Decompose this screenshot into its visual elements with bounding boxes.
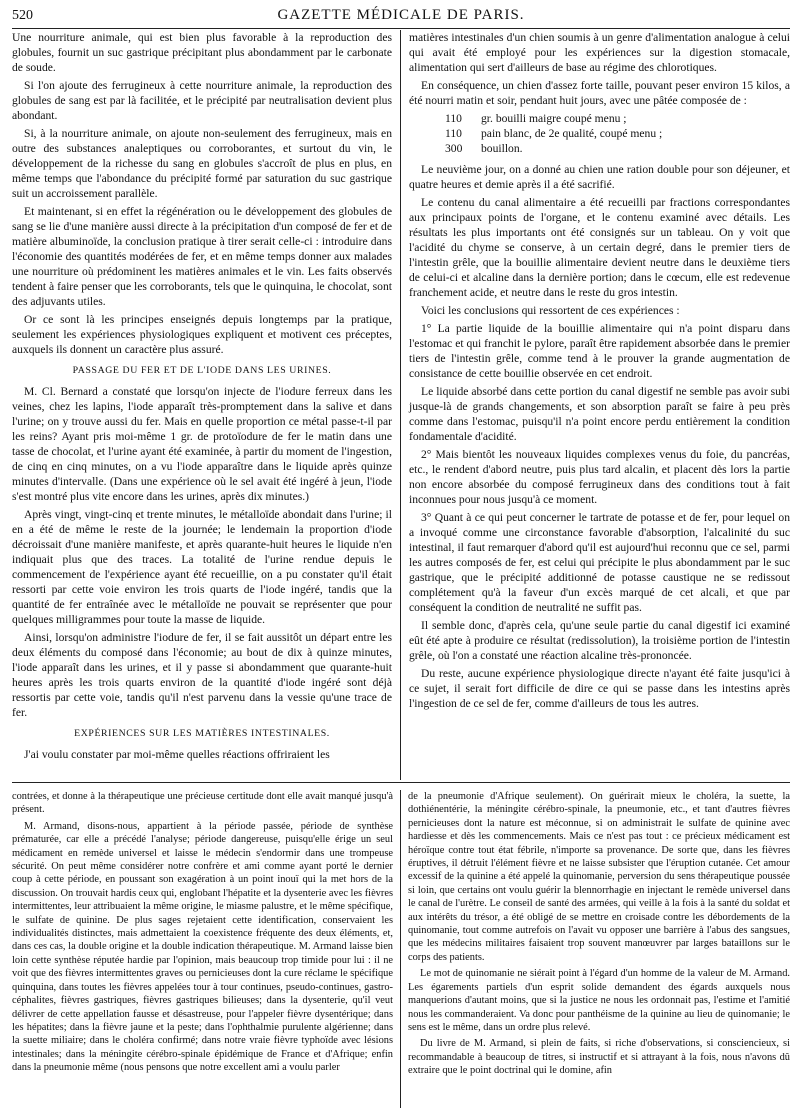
recipe-quantity: 110 [445, 112, 462, 125]
paragraph: Une nourriture animale, qui est bien plus favorable à la reproduction des globules, fournit un suc gastrique précipitant plus abondamment par le carbonate de soude. [12, 31, 392, 74]
paragraph: contrées, et donne à la thérapeutique une précieuse certitude dont elle avait manqué jusqu'à présent. [12, 791, 393, 816]
paragraph: matières intestinales d'un chien soumis à un genre d'alimentation analogue à celui qui avait été employé pour les expériences sur la digestion stomacale, alimentation qui sert d'ailleurs de base au régime des chlorotiques. [409, 31, 790, 74]
paragraph: Du livre de M. Armand, si plein de faits, si riche d'observations, si consciencieux, si recommandable à beaucoup de titres, si instructif et si attrayant à la fois, nous n'avons dû extraire que le point doctrinal qui le domine, afin [408, 1038, 790, 1077]
paragraph: Voici les conclusions qui ressortent de ces expériences : [421, 304, 680, 317]
paragraph: Le mot de quinomanie ne siérait point à l'égard d'un homme de la valeur de M. Armand. Les égarements partiels d'un esprit solide demandent des égards auxquels nous manquerions d'autant moins, que si la justice ne nous les ordonnait pas, l'estime et l'amitié nous les commanderaient. Va donc pour panthéisme de la quinine au lieu de quinomanie; le sens est le même, dans un ordre plus relevé. [408, 968, 790, 1033]
journal-title: GAZETTE MÉDICALE DE PARIS. [277, 7, 525, 23]
recipe-ingredient: bouillon. [481, 142, 523, 155]
paragraph: Il semble donc, d'après cela, qu'une seule partie du canal digestif ici examiné eût été apte à produire ce résultat (redissolution), la troisième portion de l'intestin grêle, où l'on a constaté une réaction alcaline très-prononcée. [409, 619, 790, 662]
paragraph: M. Cl. Bernard a constaté que lorsqu'on injecte de l'iodure ferreux dans les veines, chez les lapins, l'iode apparaît très-promptement dans la salive et dans l'urine; on y trouve aussi du fer. Mais en quelle proportion ce métal passe-t-il par les reins? Ayant pris moi-même 1 gr. de protoïodure de fer le matin dans une tasse de chocolat, et l'urine ayant été examinée, à partir du moment de l'ingestion, de cinq en cinq minutes, on a vu l'iode apparaître dans le liquide après quinze minutes d'intervalle. (Dans une expérience où le sel avait été ingéré à jeun, l'iode s'est montré plus vite encore dans les urines, après dix minutes.) [12, 385, 392, 503]
section-heading: EXPÉRIENCES SUR LES MATIÈRES INTESTINALES. [74, 728, 330, 739]
recipe-quantity: 300 [445, 142, 463, 155]
paragraph: Le liquide absorbé dans cette portion du canal digestif ne semble pas avoir subi jusque-là de grands changements, et son absorption paraît se faire à peu près comme dans l'estomac, puisqu'il n'a point encore perdu entièrement la condition fondamentale d'acidité. [409, 385, 790, 443]
paragraph: Ainsi, lorsqu'on administre l'iodure de fer, il se fait aussitôt un départ entre les deux éléments du composé dans l'économie; au bout de dix à quinze minutes, l'iode apparaît dans les urines, et il y passe si abondamment que quarante-huit heures après les trois quarts environ de la quantité d'iode ingéré sont déjà ressortis par cette voie, tandis qu'il n'est parvenu dans la vessie qu'une trace de fer. [12, 631, 392, 719]
paragraph: J'ai voulu constater par moi-même quelles réactions offriraient les [24, 748, 330, 761]
page-number: 520 [12, 8, 33, 23]
section-divider [12, 782, 790, 783]
paragraph: Et maintenant, si en effet la régénération ou le développement des globules de sang se lie d'une manière aussi directe à la précipitation d'un composé de fer et de matière albuminoïde, la conclusion pratique à tirer serait celle-ci : introduire dans l'économie des quantités modérées de fer, et en même temps donner aux malades une nourriture où prédominent les matières animales et le vin. Les faits observés tendent à faire penser que les corroborants, tels que le quinquina, le chocolat, sont des adjuvants utiles. [12, 205, 392, 308]
upper-article [12, 30, 790, 780]
recipe-item [445, 126, 790, 141]
lower-article [12, 790, 790, 1108]
paragraph: 2° Mais bientôt les nouveaux liquides complexes venus du foie, du pancréas, etc., le rendent d'abord neutre, puis plus tard alcalin, et placent dès lors la partie non encore absorbée du composé ferrugineux dans des conditions tout à fait inconnues pour nous jusqu'à ce moment. [409, 448, 790, 506]
paragraph: Si, à la nourriture animale, on ajoute non-seulement des ferrugineux, mais en outre des substances analeptiques ou corroborantes, et surtout du vin, le développement de la richesse du sang en globules s'accroît de plus en plus, en même temps que l'abondance du précipité formé par saturation du suc gastrique suit un accroissement parallèle. [12, 127, 392, 200]
paragraph: 3° Quant à ce qui peut concerner le tartrate de potasse et de fer, pour lequel on a invoqué comme une circonstance favorable d'absorption, l'alcalinité du suc intestinal, il faut remarquer d'abord qu'il est aujourd'hui reconnu que ce sel, parmi les autres composés de fer, est celui qui précipite le plus abondamment par le suc gastrique, que le précipité additionné de potasse caustique ne se redissout complétement qu'à la faveur d'un excès marqué de cet alcali, et que par conséquent la condition de neutralité ne suffit pas. [409, 511, 790, 614]
recipe-item [445, 111, 790, 126]
paragraph: Or ce sont là les principes enseignés depuis longtemps par la pratique, seulement les expériences physiologiques expliquent et motivent ces préceptes, auxquels ils donnent un caractère plus assuré. [12, 313, 392, 356]
paragraph: de la pneumonie d'Afrique seulement). On guérirait mieux le choléra, la suette, la dothiénentérie, la méningite cérébro-spinale, la pneumonie, etc., et tant d'autres fièvres pernicieuses dont la nature est méconnue, si on administrait le sulfate de quinine avec hardiesse et dès les commencements. Mais ce n'est pas tout : ce précieux médicament est héroïque contre tout état fébrile, n'importe sa provenance. De sorte que, dans les fièvres éruptives, il détruit l'élément fièvre et ne laisse subsister que l'éruption cutanée. Cet amour excessif de la quinine a été appelé la quinomanie, perversion du sens thérapeutique poussée si loin, que certains ont voulu guérir la blennorrhagie en injectant le remède universel dans le canal de l'urètre. Le conseil de santé des armées, qui veille à la fois à la santé du soldat et aux intérêts du trésor, a été obligé de se mettre en croisade contre les débordements de la quinomanie, tout comme autrefois on l'avait vu opposer une barrière à l'abus des sangsues, que les médecins militaires faisaient trop souvent manœuvrer par larges bataillons sur le corps des patients. [408, 791, 790, 963]
recipe-ingredient: pain blanc, de 2e qualité, coupé menu ; [481, 127, 663, 140]
paragraph: Après vingt, vingt-cinq et trente minutes, le métalloïde abondait dans l'urine; il en a été de même le reste de la journée; le lendemain la proportion d'iode décroissait d'une manière manifeste, et après quarante-huit heures le liquide n'en indiquait plus que des traces. La totalité de l'urine rendue depuis le commencement de l'expérience ayant été recueillie, on a pu constater qu'il était ressorti par cette voie environ les trois quarts de l'iode ingéré, tandis que la quantité de fer entraînée avec le métalloïde ne pouvait se représenter que pour quelques milligrammes pour toute la masse de liquide. [12, 508, 392, 626]
recipe-list [445, 111, 790, 156]
page-header [12, 6, 790, 29]
lower-right-column [401, 790, 790, 1108]
paragraph: Du reste, aucune expérience physiologique directe n'ayant été faite jusqu'ici à ce sujet, il serait fort difficile de dire ce qui se passe dans les intestins après l'ingestion de ce sel de fer, comme d'ailleurs de tous les autres. [409, 667, 790, 710]
recipe-ingredient: gr. bouilli maigre coupé menu ; [481, 112, 627, 125]
section-heading: PASSAGE DU FER ET DE L'IODE DANS LES URINES. [72, 365, 332, 376]
paragraph: Le neuvième jour, on a donné au chien une ration double pour son déjeuner, et quatre heures et demie après il a été sacrifié. [409, 163, 790, 191]
upper-right-column [401, 30, 790, 780]
recipe-item [445, 141, 790, 156]
paragraph: 1° La partie liquide de la bouillie alimentaire qui n'a point disparu dans l'estomac et qui franchit le pylore, paraît être rapidement absorbée dans le premier tiers de l'intestin grêle, comme tend à le prouver la grande augmentation de consistance de cette bouillie observée en cet endroit. [409, 322, 790, 380]
paragraph: Le contenu du canal alimentaire a été recueilli par fractions correspondantes aux principaux points de l'organe, et le contenu examiné avec détails. Les résultats les plus importants ont été consignés sur un tableau. On y voit que l'acidité du chyme se conserve, à un certain degré, dans le premier tiers de l'intestin grêle, que la bouillie alimentaire devient neutre dans le deuxième tiers de celui-ci et alcaline dans la dernière portion; dans le cœcum, elle est redevenue franchement acide, et neutre dans le reste du gros intestin. [409, 196, 790, 299]
lower-left-column [12, 790, 401, 1108]
paragraph: M. Armand, disons-nous, appartient à la période passée, période de synthèse prématurée, car elle a précédé l'analyse; période dangereuse, puisqu'elle érige un seul médicament en remède universel et laisse le médecin s'endormir dans une trompeuse sécurité. On peut même considérer notre confrère et ami comme ayant porté le dernier coup à cette période, en poussant son exagération à un point inouï qui la met hors de la discussion. On trouvait hardis ceux qui, englobant l'hépatite et la dysenterie avec les fièvres intermittentes, leur attribuaient la même origine, le miasme palustre, et le même spécifique, le sulfate de quinine. De plus sages rejetaient cette identification, conservaient les individualités distinctes, mais admettaient la coexistence fréquente des deux éléments, et, dans ces cas, la double origine et la double indication thérapeutique. M. Armand laisse bien loin cette synthèse réputée hardie par l'opinion, mais beaucoup trop timide pour lui : il ne voit que des fièvres intermittentes graves ou pernicieuses dont la cure réclame le spécifique quinquina, dans toutes les fièvres appelées tour à tour continues, pseudo-continues, gastro-céphalites, fièvres gastriques, fièvres gastriques bilieuses; dans la dysenterie, qu'il veut délivrer de cette appellation fausse et désastreuse, pour l'appeler fièvre dysentérique; dans les hépatites; dans la fièvre jaune et la peste; dans l'ophthalmie purulente algérienne; dans la suette miliaire; dans le choléra confirmé; dans notre vraie fièvre typhoïde avec lésions intestinales; dans la méningite cérébro-spinale épidémique de France et d'Afrique; enfin dans la pneumonie même (nous pensons que notre excellent ami a voulu parler [12, 820, 393, 1074]
upper-left-column [12, 30, 401, 780]
paragraph: En conséquence, un chien d'assez forte taille, pouvant peser environ 15 kilos, a été nourri matin et soir, pendant huit jours, avec une pâtée composée de : [409, 79, 790, 107]
paragraph: Si l'on ajoute des ferrugineux à cette nourriture animale, la reproduction des globules de sang est par là facilitée, et le précipité par neutralisation devient plus abondant. [12, 79, 392, 122]
recipe-quantity: 110 [445, 127, 462, 140]
